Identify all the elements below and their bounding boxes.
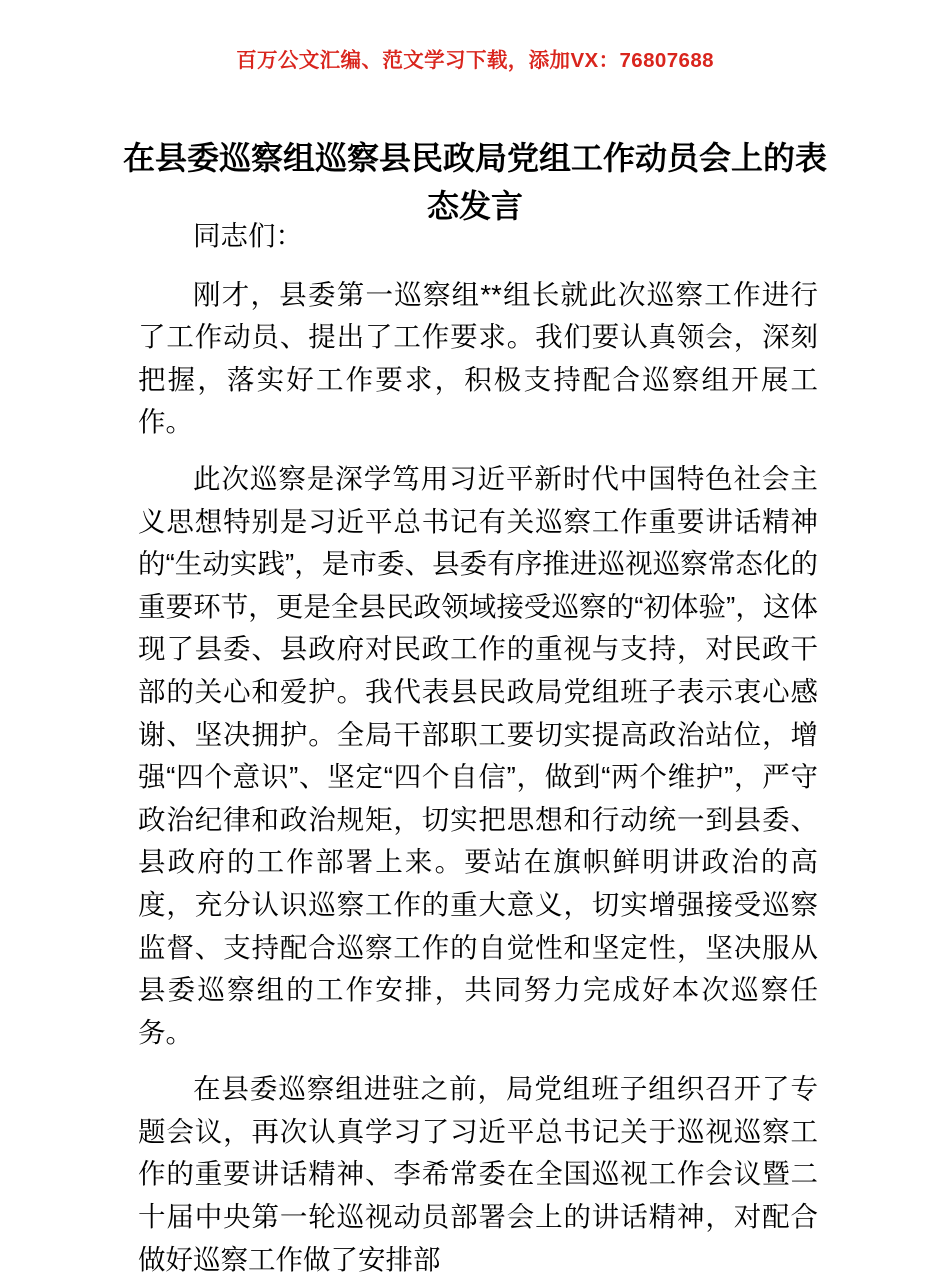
- document-body: [138, 215, 818, 1281]
- paragraph-3: 在县委巡察组进驻之前，局党组班子组织召开了专题会议，再次认真学习了习近平总书记关于巡视巡察工作的重要讲话精神、李希常委在全国巡视工作会议暨二十届中央第一轮巡视动员部署会上的讲话精神，对配合做好巡察工作做了安排部: [138, 1073, 818, 1275]
- paragraph-greeting: 同志们：: [193, 220, 303, 251]
- paragraph-2: 此次巡察是深学笃用习近平新时代中国特色社会主义思想特别是习近平总书记有关巡察工作重要讲话精神的“生动实践”，是市委、县委有序推进巡视巡察常态化的重要环节，更是全县民政领域接受巡察的“初体验”，这体现了县委、县政府对民政工作的重视与支持，对民政干部的关心和爱护。我代表县民政局党组班子表示衷心感谢、坚决拥护。全局干部职工要切实提高政治站位，增强“四个意识”、坚定“四个自信”，做到“两个维护”，严守政治纪律和政治规矩，切实把思想和行动统一到县委、县政府的工作部署上来。要站在旗帜鲜明讲政治的高度，充分认识巡察工作的重大意义，切实增强接受巡察监督、支持配合巡察工作的自觉性和坚定性，坚决服从县委巡察组的工作安排，共同努力完成好本次巡察任务。: [138, 462, 818, 1048]
- paragraph-1: 刚才，县委第一巡察组**组长就此次巡察工作进行了工作动员、提出了工作要求。我们要认真领会，深刻把握，落实好工作要求，积极支持配合巡察组开展工作。: [138, 278, 818, 438]
- promo-header-text: 百万公文汇编、范文学习下载，添加VX：76807688: [236, 49, 714, 72]
- document-title: 在县委巡察组巡察县民政局党组工作动员会上的表态发言: [122, 140, 827, 225]
